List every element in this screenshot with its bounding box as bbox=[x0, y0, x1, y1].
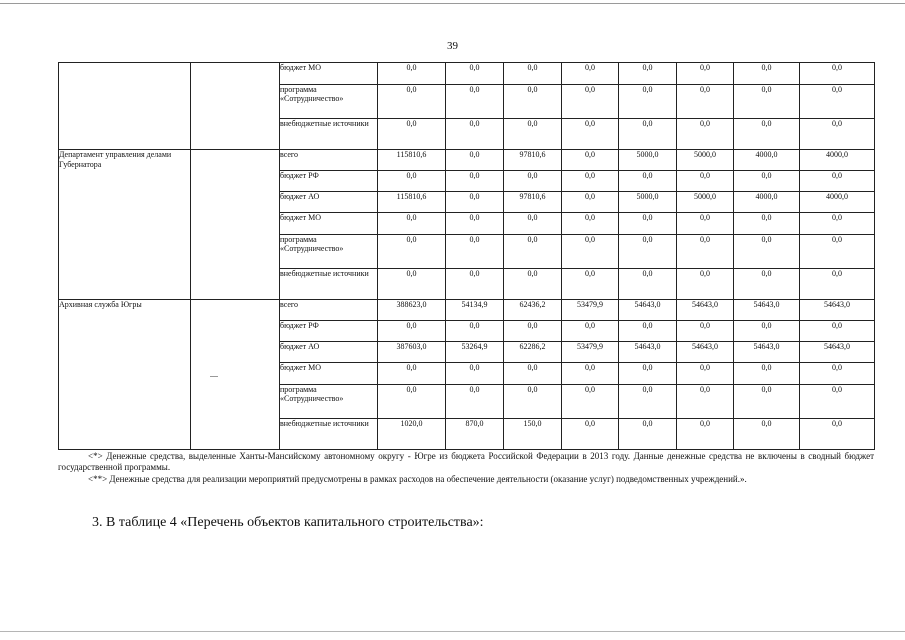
value-cell: 4000,0 bbox=[800, 192, 875, 213]
value-cell: 54134,9 bbox=[446, 300, 504, 321]
value-cell: 53479,9 bbox=[562, 300, 619, 321]
value-cell: 150,0 bbox=[504, 419, 562, 450]
value-cell: 0,0 bbox=[562, 385, 619, 419]
value-cell: 4000,0 bbox=[734, 150, 800, 171]
funding-table bbox=[58, 62, 875, 450]
value-cell: 115810,6 bbox=[378, 150, 446, 171]
value-cell: 0,0 bbox=[619, 363, 677, 385]
value-cell: 0,0 bbox=[378, 235, 446, 269]
value-cell: 0,0 bbox=[504, 321, 562, 342]
table-row bbox=[59, 63, 875, 85]
value-cell: 0,0 bbox=[562, 85, 619, 119]
empty-cell bbox=[191, 63, 280, 150]
value-cell: 0,0 bbox=[734, 213, 800, 235]
value-cell: 0,0 bbox=[677, 385, 734, 419]
value-cell: 0,0 bbox=[446, 269, 504, 300]
value-cell: 0,0 bbox=[734, 321, 800, 342]
page-number: 39 bbox=[447, 40, 458, 52]
funding-source-cell: бюджет МО bbox=[280, 63, 378, 85]
value-cell: 0,0 bbox=[677, 63, 734, 85]
funding-source-cell: всего bbox=[280, 300, 378, 321]
value-cell: 0,0 bbox=[619, 213, 677, 235]
value-cell: 0,0 bbox=[734, 385, 800, 419]
value-cell: 0,0 bbox=[677, 235, 734, 269]
value-cell: 0,0 bbox=[378, 85, 446, 119]
value-cell: 388623,0 bbox=[378, 300, 446, 321]
value-cell: 0,0 bbox=[504, 235, 562, 269]
value-cell: 0,0 bbox=[378, 119, 446, 150]
value-cell: 0,0 bbox=[504, 85, 562, 119]
value-cell: 54643,0 bbox=[677, 300, 734, 321]
empty-cell bbox=[191, 300, 280, 450]
value-cell: 0,0 bbox=[619, 171, 677, 192]
value-cell: 0,0 bbox=[800, 385, 875, 419]
value-cell: 0,0 bbox=[562, 419, 619, 450]
value-cell: 0,0 bbox=[800, 419, 875, 450]
value-cell: 0,0 bbox=[378, 213, 446, 235]
value-cell: 0,0 bbox=[800, 171, 875, 192]
value-cell: 0,0 bbox=[504, 63, 562, 85]
funding-source-cell: бюджет РФ bbox=[280, 171, 378, 192]
value-cell: 0,0 bbox=[800, 235, 875, 269]
value-cell: 0,0 bbox=[800, 269, 875, 300]
footnote-2: <**> Денежные средства для реализации мероприятий предусмотрены в рамках расходов на обеспечение деятельности (оказание услуг) подведомственных учреждений.». bbox=[88, 474, 747, 484]
value-cell: 0,0 bbox=[619, 269, 677, 300]
value-cell: 0,0 bbox=[446, 150, 504, 171]
funding-source-cell: бюджет МО bbox=[280, 213, 378, 235]
funding-source-cell: бюджет РФ bbox=[280, 321, 378, 342]
value-cell: 0,0 bbox=[562, 213, 619, 235]
value-cell: 5000,0 bbox=[619, 192, 677, 213]
value-cell: 0,0 bbox=[677, 419, 734, 450]
value-cell: 0,0 bbox=[800, 85, 875, 119]
value-cell: 4000,0 bbox=[800, 150, 875, 171]
value-cell: 0,0 bbox=[446, 385, 504, 419]
value-cell: 54643,0 bbox=[619, 300, 677, 321]
organization-cell bbox=[59, 63, 191, 150]
value-cell: 0,0 bbox=[446, 321, 504, 342]
organization-cell: Архивная служба Югры bbox=[59, 300, 191, 450]
value-cell: 0,0 bbox=[800, 213, 875, 235]
value-cell: 0,0 bbox=[734, 119, 800, 150]
value-cell: 0,0 bbox=[446, 192, 504, 213]
value-cell: 0,0 bbox=[677, 321, 734, 342]
value-cell: 0,0 bbox=[378, 385, 446, 419]
value-cell: 54643,0 bbox=[800, 300, 875, 321]
value-cell: 0,0 bbox=[734, 269, 800, 300]
value-cell: 0,0 bbox=[562, 171, 619, 192]
value-cell: 5000,0 bbox=[619, 150, 677, 171]
footnotes bbox=[58, 451, 874, 486]
value-cell: 0,0 bbox=[619, 119, 677, 150]
value-cell: 0,0 bbox=[800, 119, 875, 150]
value-cell: 54643,0 bbox=[734, 300, 800, 321]
value-cell: 0,0 bbox=[677, 363, 734, 385]
value-cell: 0,0 bbox=[734, 363, 800, 385]
value-cell: 0,0 bbox=[562, 63, 619, 85]
section-heading: 3. В таблице 4 «Перечень объектов капитального строительства»: bbox=[92, 515, 484, 530]
value-cell: 0,0 bbox=[504, 269, 562, 300]
funding-source-cell: программа «Сотрудничество» bbox=[280, 235, 378, 269]
value-cell: 0,0 bbox=[446, 213, 504, 235]
value-cell: 0,0 bbox=[562, 150, 619, 171]
value-cell: 0,0 bbox=[734, 235, 800, 269]
value-cell: 0,0 bbox=[504, 171, 562, 192]
funding-source-cell: внебюджетные источники bbox=[280, 269, 378, 300]
value-cell: 0,0 bbox=[619, 85, 677, 119]
value-cell: 0,0 bbox=[446, 363, 504, 385]
value-cell: 0,0 bbox=[677, 119, 734, 150]
value-cell: 0,0 bbox=[504, 363, 562, 385]
value-cell: 0,0 bbox=[562, 119, 619, 150]
value-cell: 62286,2 bbox=[504, 342, 562, 363]
value-cell: 0,0 bbox=[446, 85, 504, 119]
funding-source-cell: всего bbox=[280, 150, 378, 171]
scan-border-top bbox=[0, 3, 905, 4]
value-cell: 97810,6 bbox=[504, 150, 562, 171]
value-cell: 0,0 bbox=[677, 269, 734, 300]
value-cell: 0,0 bbox=[504, 119, 562, 150]
value-cell: 0,0 bbox=[677, 171, 734, 192]
value-cell: 0,0 bbox=[562, 321, 619, 342]
funding-source-cell: бюджет АО bbox=[280, 192, 378, 213]
value-cell: 62436,2 bbox=[504, 300, 562, 321]
scan-border-bottom bbox=[0, 631, 905, 632]
funding-source-cell: программа «Сотрудничество» bbox=[280, 85, 378, 119]
value-cell: 0,0 bbox=[562, 192, 619, 213]
value-cell: 1020,0 bbox=[378, 419, 446, 450]
value-cell: 0,0 bbox=[677, 85, 734, 119]
value-cell: 0,0 bbox=[619, 63, 677, 85]
value-cell: 0,0 bbox=[504, 213, 562, 235]
value-cell: 0,0 bbox=[504, 385, 562, 419]
value-cell: 0,0 bbox=[619, 235, 677, 269]
value-cell: 870,0 bbox=[446, 419, 504, 450]
footnote-1: <*> Денежные средства, выделенные Ханты-Мансийскому автономному округу - Югре из бюджета Российской Федерации в 2013 году. Данные денежные средства не включены в сводный бюджет государственной программы. bbox=[58, 451, 874, 472]
value-cell: 0,0 bbox=[800, 63, 875, 85]
value-cell: 0,0 bbox=[734, 171, 800, 192]
value-cell: 0,0 bbox=[619, 385, 677, 419]
scan-mark bbox=[210, 376, 218, 377]
funding-source-cell: внебюджетные источники bbox=[280, 419, 378, 450]
funding-source-cell: бюджет АО bbox=[280, 342, 378, 363]
value-cell: 0,0 bbox=[562, 269, 619, 300]
value-cell: 4000,0 bbox=[734, 192, 800, 213]
value-cell: 54643,0 bbox=[677, 342, 734, 363]
value-cell: 0,0 bbox=[378, 321, 446, 342]
value-cell: 387603,0 bbox=[378, 342, 446, 363]
funding-source-cell: внебюджетные источники bbox=[280, 119, 378, 150]
value-cell: 5000,0 bbox=[677, 192, 734, 213]
table-row bbox=[59, 150, 875, 171]
table-row bbox=[59, 300, 875, 321]
value-cell: 0,0 bbox=[378, 269, 446, 300]
value-cell: 0,0 bbox=[378, 171, 446, 192]
value-cell: 0,0 bbox=[800, 321, 875, 342]
value-cell: 0,0 bbox=[446, 235, 504, 269]
value-cell: 0,0 bbox=[734, 85, 800, 119]
value-cell: 97810,6 bbox=[504, 192, 562, 213]
value-cell: 54643,0 bbox=[800, 342, 875, 363]
value-cell: 0,0 bbox=[378, 363, 446, 385]
value-cell: 0,0 bbox=[619, 419, 677, 450]
funding-source-cell: программа «Сотрудничество» bbox=[280, 385, 378, 419]
value-cell: 0,0 bbox=[378, 63, 446, 85]
value-cell: 0,0 bbox=[800, 363, 875, 385]
value-cell: 53479,9 bbox=[562, 342, 619, 363]
funding-source-cell: бюджет МО bbox=[280, 363, 378, 385]
value-cell: 54643,0 bbox=[734, 342, 800, 363]
value-cell: 0,0 bbox=[734, 63, 800, 85]
value-cell: 0,0 bbox=[562, 235, 619, 269]
value-cell: 0,0 bbox=[562, 363, 619, 385]
organization-cell: Департамент управления делами Губернатора bbox=[59, 150, 191, 300]
value-cell: 53264,9 bbox=[446, 342, 504, 363]
value-cell: 5000,0 bbox=[677, 150, 734, 171]
value-cell: 0,0 bbox=[619, 321, 677, 342]
value-cell: 0,0 bbox=[446, 63, 504, 85]
value-cell: 0,0 bbox=[734, 419, 800, 450]
value-cell: 0,0 bbox=[446, 119, 504, 150]
value-cell: 115810,6 bbox=[378, 192, 446, 213]
value-cell: 0,0 bbox=[446, 171, 504, 192]
value-cell: 0,0 bbox=[677, 213, 734, 235]
value-cell: 54643,0 bbox=[619, 342, 677, 363]
empty-cell bbox=[191, 150, 280, 300]
